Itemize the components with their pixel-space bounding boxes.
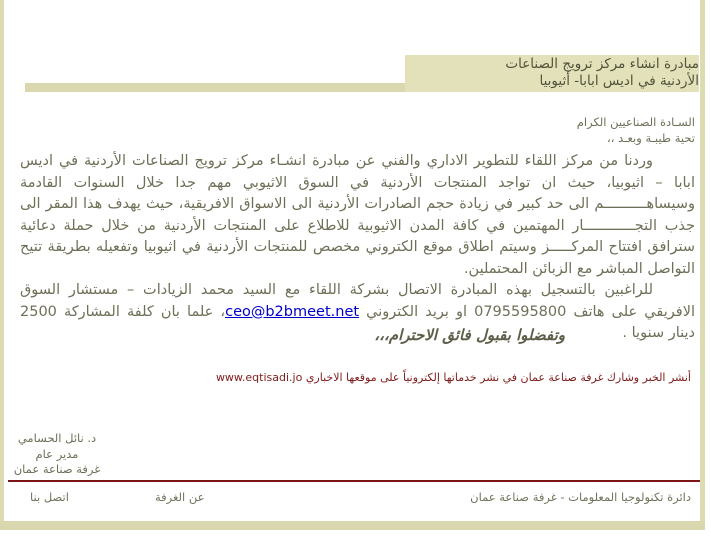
paragraph2-lead: للراغبين بالتسجيل بهذه المبادرة الاتصال بشركة اللقاء مع السيد محمد الزيادات – مستشار السوق الافريقي على هاتف [20, 282, 695, 320]
promo-url-link[interactable]: www.eqtisadi.jo [215, 371, 303, 384]
letter-body [20, 151, 695, 345]
page-title-line2: الأردنية في اديس ابابا- أثيوبيا [539, 73, 699, 89]
salutation-line1: السـادة الصناعيين الكرام [576, 115, 695, 129]
signature-block [6, 431, 108, 478]
salutation-line2: تحية طيبـة وبعـد ،، [607, 131, 695, 145]
email-link[interactable]: ceo@b2bmeet.net [225, 303, 360, 320]
promo-line [216, 371, 691, 384]
body-paragraph-1: وردنا من مركز اللقاء للتطوير الاداري والفني عن مبادرة انشـاء مركز ترويج الصناعات الأردنية في اديس ابابا – اثيوبيا، حيث ان تواجد المنتجات الأردنية في السوق الاثيوبي مهم جدا خلال السنوات القادمة وسيساهــــــــــم الى حد كبير في زيادة حجم الصادرات الأردنية الى الاسواق الافريقية، حيث يهدف هذا المقر الى جذب التجــــــــــــار المهتمين في كافة المدن الاثيوبية للاطلاع على المنتجات الأردنية من خلال حملة دعائية سترافق افتتاح المركـــــز وسيتم اطلاق موقع الكتروني مخصص للمنتجات الأردنية في اثيوبيا وتفعيله بطريقة تتيح التواصل المباشر مع الزبائن المحتملين. [20, 153, 695, 277]
salutation [577, 114, 695, 146]
closing-salutation: وتفضلوا بقبول فائق الاحترام،،، [374, 326, 565, 344]
footer-link-about-chamber[interactable]: عن الغرفة [155, 490, 205, 504]
paragraph2-tail: ، علما بان كلفة المشاركة 2500 دينار سنويا . [20, 303, 695, 341]
phone-number: 0795595800 [474, 303, 567, 320]
signature-name: د. نائل الحسامي [17, 431, 97, 445]
signature-title: مدير عام [35, 446, 79, 461]
footer-department-label: دائرة تكنولوجيا المعلومات - غرفة صناعة عمان [470, 490, 691, 504]
bottom-border-bar [0, 521, 705, 530]
paragraph2-mid: او بريد الكتروني [359, 303, 475, 320]
right-border-strip [700, 0, 705, 530]
signature-org: غرفة صناعة عمان [13, 462, 101, 476]
page-title-line1: مبادرة انشاء مركز ترويج الصناعات [505, 56, 699, 72]
page-title [405, 56, 699, 90]
footer-divider-rule [8, 480, 700, 482]
footer-link-contact-us[interactable]: اتصل بنا [30, 490, 69, 504]
left-border-strip [0, 0, 4, 530]
promo-text: أنشر الخبر وشارك غرفة صناعة عمان في نشر خدماتها إلكترونياً على موقعها الاخباري [302, 371, 691, 384]
